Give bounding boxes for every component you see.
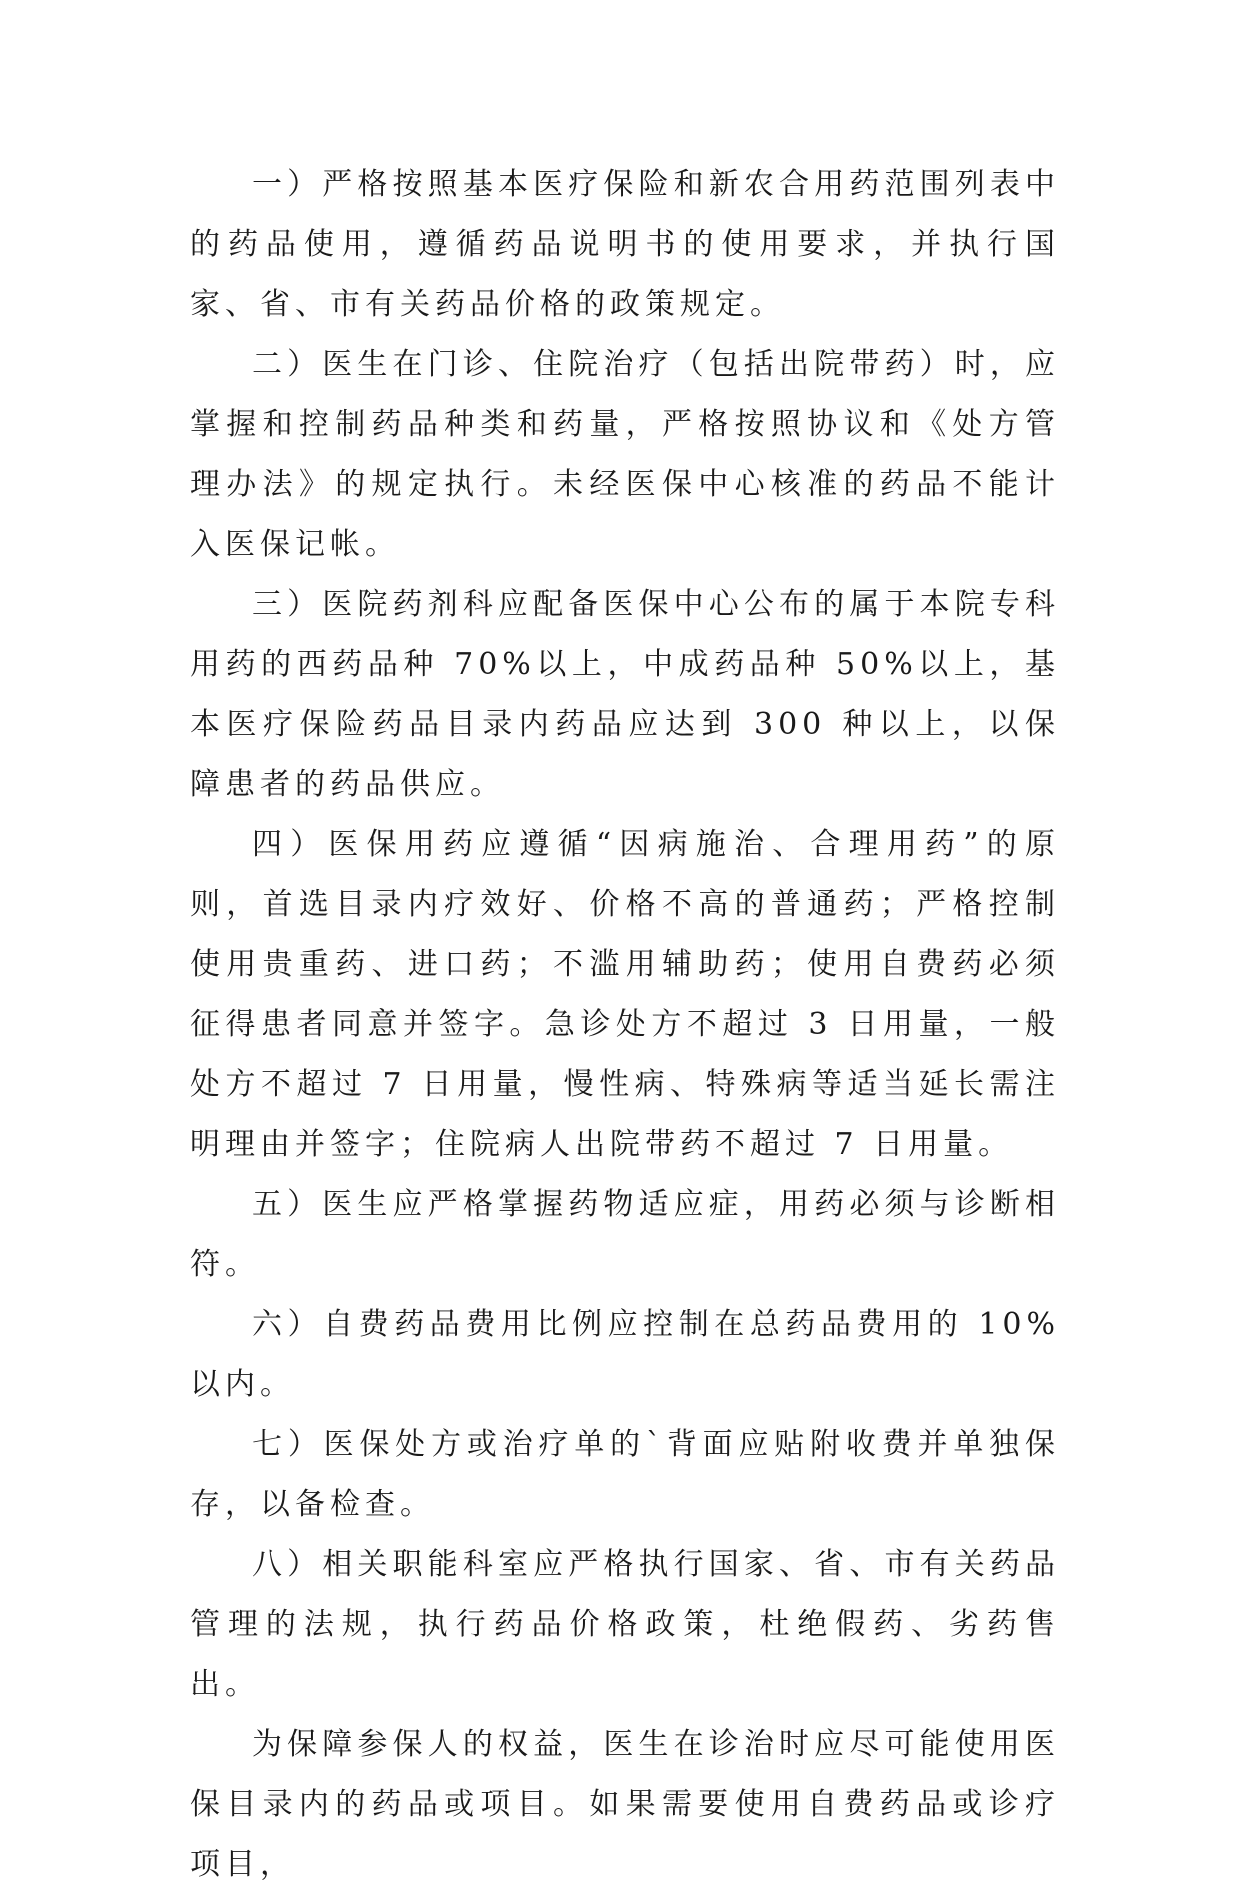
paragraph-5: 五）医生应严格掌握药物适应症，用药必须与诊断相符。 bbox=[190, 1187, 1060, 1282]
paragraph-7: 七）医保处方或治疗单的`背面应贴附收费并单独保存，以备检查。 bbox=[190, 1427, 1060, 1522]
paragraph-2: 二）医生在门诊、住院治疗（包括出院带药）时，应掌握和控制药品种类和药量，严格按照协议和《处方管理办法》的规定执行。未经医保中心核准的药品不能计入医保记帐。 bbox=[190, 347, 1060, 562]
paragraph-6: 六）自费药品费用比例应控制在总药品费用的 10%以内。 bbox=[190, 1307, 1060, 1402]
paragraph-9: 为保障参保人的权益，医生在诊治时应尽可能使用医保目录内的药品或项目。如果需要使用自费药品或诊疗项目， bbox=[190, 1727, 1060, 1882]
paragraph-8: 八）相关职能科室应严格执行国家、省、市有关药品管理的法规，执行药品价格政策，杜绝假药、劣药售出。 bbox=[190, 1547, 1060, 1702]
document-body bbox=[190, 155, 1060, 1895]
paragraph-4: 四）医保用药应遵循“因病施治、合理用药”的原则，首选目录内疗效好、价格不高的普通药；严格控制使用贵重药、进口药；不滥用辅助药；使用自费药必须征得患者同意并签字。急诊处方不超过 3 日用量，一般处方不超过 7 日用量，慢性病、特殊病等适当延长需注明理由并签字；住院病人出院带药不超过 7 日用量。 bbox=[190, 827, 1060, 1162]
paragraph-3: 三）医院药剂科应配备医保中心公布的属于本院专科用药的西药品种 70%以上，中成药品种 50%以上，基本医疗保险药品目录内药品应达到 300 种以上，以保障患者的药品供应。 bbox=[190, 587, 1060, 802]
paragraph-1: 一）严格按照基本医疗保险和新农合用药范围列表中的药品使用，遵循药品说明书的使用要求，并执行国家、省、市有关药品价格的政策规定。 bbox=[190, 167, 1060, 322]
